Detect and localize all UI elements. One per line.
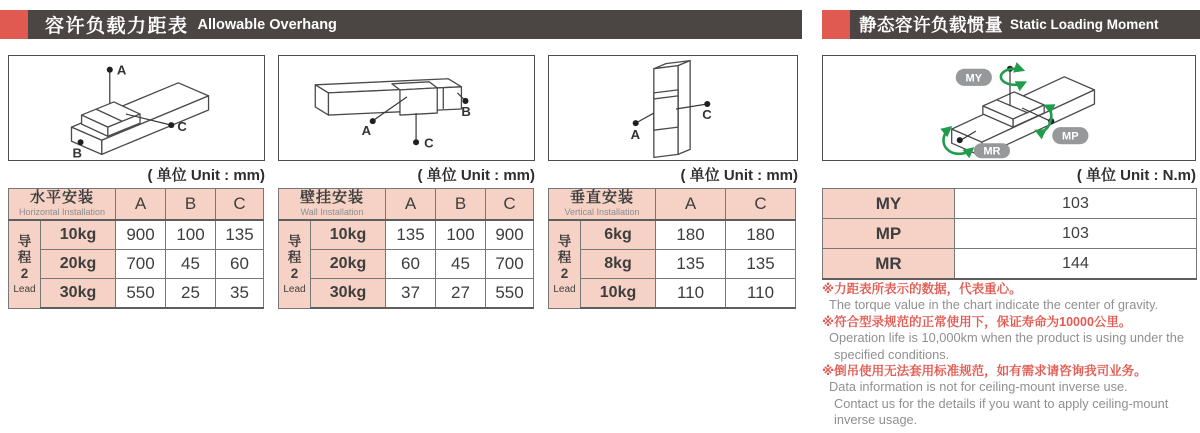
point-b-label: B (461, 104, 471, 120)
value-cell: 700 (116, 250, 166, 279)
wall-installation-table (278, 188, 534, 309)
table-title-en: Horizontal Installation (18, 206, 106, 217)
value-cell: 135 (656, 250, 726, 279)
load-label: 10kg (41, 220, 116, 250)
header-bar (28, 10, 802, 39)
column-header-a: A (386, 189, 436, 221)
point-a-label: A (630, 127, 641, 143)
wall-installation-diagram-box (278, 55, 535, 161)
horizontal-installation-diagram-box (8, 55, 265, 161)
rail-drawing (654, 61, 690, 158)
column-header-b: B (436, 189, 486, 221)
point-a-label: A (361, 123, 372, 139)
note-en: specified conditions. (834, 346, 950, 362)
value-cell: 100 (436, 220, 486, 250)
note-en: Contact us for the details if you want to apply ceiling-mount (834, 395, 1169, 411)
mr-badge-label: MR (983, 145, 1001, 158)
value-cell: 700 (486, 250, 534, 279)
note-zh: ※符合型录规范的正常使用下，保证寿命为10000公里。 (822, 314, 1132, 329)
header-title-zh: 容许负载力距表 (45, 16, 189, 37)
allowable-overhang-header (0, 10, 802, 39)
moment-label: MR (823, 249, 955, 280)
rail-drawing (71, 83, 208, 155)
column-header-c: C (726, 189, 796, 221)
value-cell: 37 (386, 279, 436, 309)
footnotes (822, 281, 1200, 429)
lead-label-zh: 导程2 (17, 233, 32, 282)
load-label: 20kg (41, 250, 116, 279)
static-loading-moment-header (822, 10, 1200, 39)
load-label: 20kg (311, 250, 386, 279)
value-cell: 25 (166, 279, 216, 309)
column-header-a: A (656, 189, 726, 221)
value-cell: 550 (116, 279, 166, 309)
value-cell: 27 (436, 279, 486, 309)
value-cell: 45 (436, 250, 486, 279)
lead-label-zh: 导程2 (287, 233, 302, 282)
horizontal-installation-diagram (9, 56, 264, 160)
value-cell: 900 (116, 220, 166, 250)
moment-diagram-box (822, 55, 1196, 161)
header-bar (850, 10, 1200, 39)
value-cell: 135 (386, 220, 436, 250)
value-cell: 110 (726, 279, 796, 309)
value-cell: 60 (386, 250, 436, 279)
load-label: 10kg (311, 220, 386, 250)
table-title-en: Wall Installation (300, 206, 364, 217)
table-title-cell (9, 189, 116, 221)
load-label: 6kg (581, 220, 656, 250)
header-title-en: Allowable Overhang (197, 16, 337, 33)
value-cell: 45 (166, 250, 216, 279)
point-b-label: B (72, 145, 82, 160)
note-en: Operation life is 10,000km when the product is using under the (829, 330, 1184, 346)
load-label: 30kg (41, 279, 116, 309)
lead-cell (549, 220, 581, 308)
header-title-zh: 静态容许负载惯量 (859, 15, 1003, 35)
value-cell: 180 (656, 220, 726, 250)
unit-label-mm: ( 单位 Unit : mm) (680, 167, 798, 184)
my-rotation-arrow (1001, 69, 1024, 85)
wall-installation-diagram (279, 56, 534, 160)
point-c-label: C (177, 119, 187, 135)
red-accent-square (0, 10, 28, 39)
lead-label-en: Lead (553, 283, 576, 295)
value-cell: 100 (166, 220, 216, 250)
vertical-installation-table (548, 188, 796, 309)
vertical-installation-diagram-box (548, 55, 798, 161)
column-header-c: C (486, 189, 534, 221)
load-label: 30kg (311, 279, 386, 309)
note-en: inverse usage. (834, 412, 918, 428)
value-cell: 60 (216, 250, 264, 279)
static-moment-table (822, 188, 1197, 280)
point-a-label: A (116, 62, 127, 78)
point-c-label: C (424, 135, 434, 151)
note-en: Data information is not for ceiling-mount inverse use. (829, 379, 1128, 395)
value-cell: 135 (726, 250, 796, 279)
table-title-zh: 壁挂安装 (299, 189, 364, 207)
lead-label-en: Lead (13, 283, 36, 295)
moment-label: MY (823, 189, 955, 219)
vertical-installation-diagram (549, 56, 797, 160)
column-header-c: C (216, 189, 264, 221)
lead-cell (279, 220, 311, 308)
column-header-b: B (166, 189, 216, 221)
mp-badge-label: MP (1062, 130, 1079, 143)
column-header-a: A (116, 189, 166, 221)
load-label: 8kg (581, 250, 656, 279)
red-accent-square (822, 10, 850, 39)
table-title-cell (279, 189, 386, 221)
note-en: The torque value in the chart indicate the center of gravity. (829, 297, 1159, 313)
table-title-zh: 水平安装 (29, 189, 94, 207)
value-cell: 180 (726, 220, 796, 250)
value-cell: 550 (486, 279, 534, 309)
table-title-en: Vertical Installation (564, 206, 640, 217)
table-title-cell (549, 189, 656, 221)
lead-label-zh: 导程2 (557, 233, 572, 282)
point-c-label: C (702, 107, 712, 123)
unit-label-mm: ( 单位 Unit : mm) (417, 167, 535, 184)
value-cell: 110 (656, 279, 726, 309)
value-cell: 135 (216, 220, 264, 250)
rail-drawing (952, 77, 1095, 156)
load-label: 10kg (581, 279, 656, 309)
horizontal-installation-table (8, 188, 264, 309)
moment-value: 103 (955, 189, 1197, 219)
lead-cell (9, 220, 41, 308)
moment-value: 144 (955, 249, 1197, 280)
my-badge-label: MY (965, 72, 983, 85)
table-title-zh: 垂直安装 (569, 189, 634, 207)
lead-label-en: Lead (283, 283, 306, 295)
moment-diagram (823, 56, 1195, 160)
moment-label: MP (823, 219, 955, 249)
value-cell: 35 (216, 279, 264, 309)
moment-value: 103 (955, 219, 1197, 249)
unit-label-mm: ( 单位 Unit : mm) (147, 167, 265, 184)
note-zh: ※力距表所表示的数据，代表重心。 (822, 282, 1022, 296)
value-cell: 900 (486, 220, 534, 250)
unit-label-nm: ( 单位 Unit : N.m) (1076, 167, 1196, 184)
note-zh: ※倒吊使用无法套用标准规范，如有需求请咨询我司业务。 (822, 364, 1147, 379)
header-title-en: Static Loading Moment (1010, 17, 1159, 32)
